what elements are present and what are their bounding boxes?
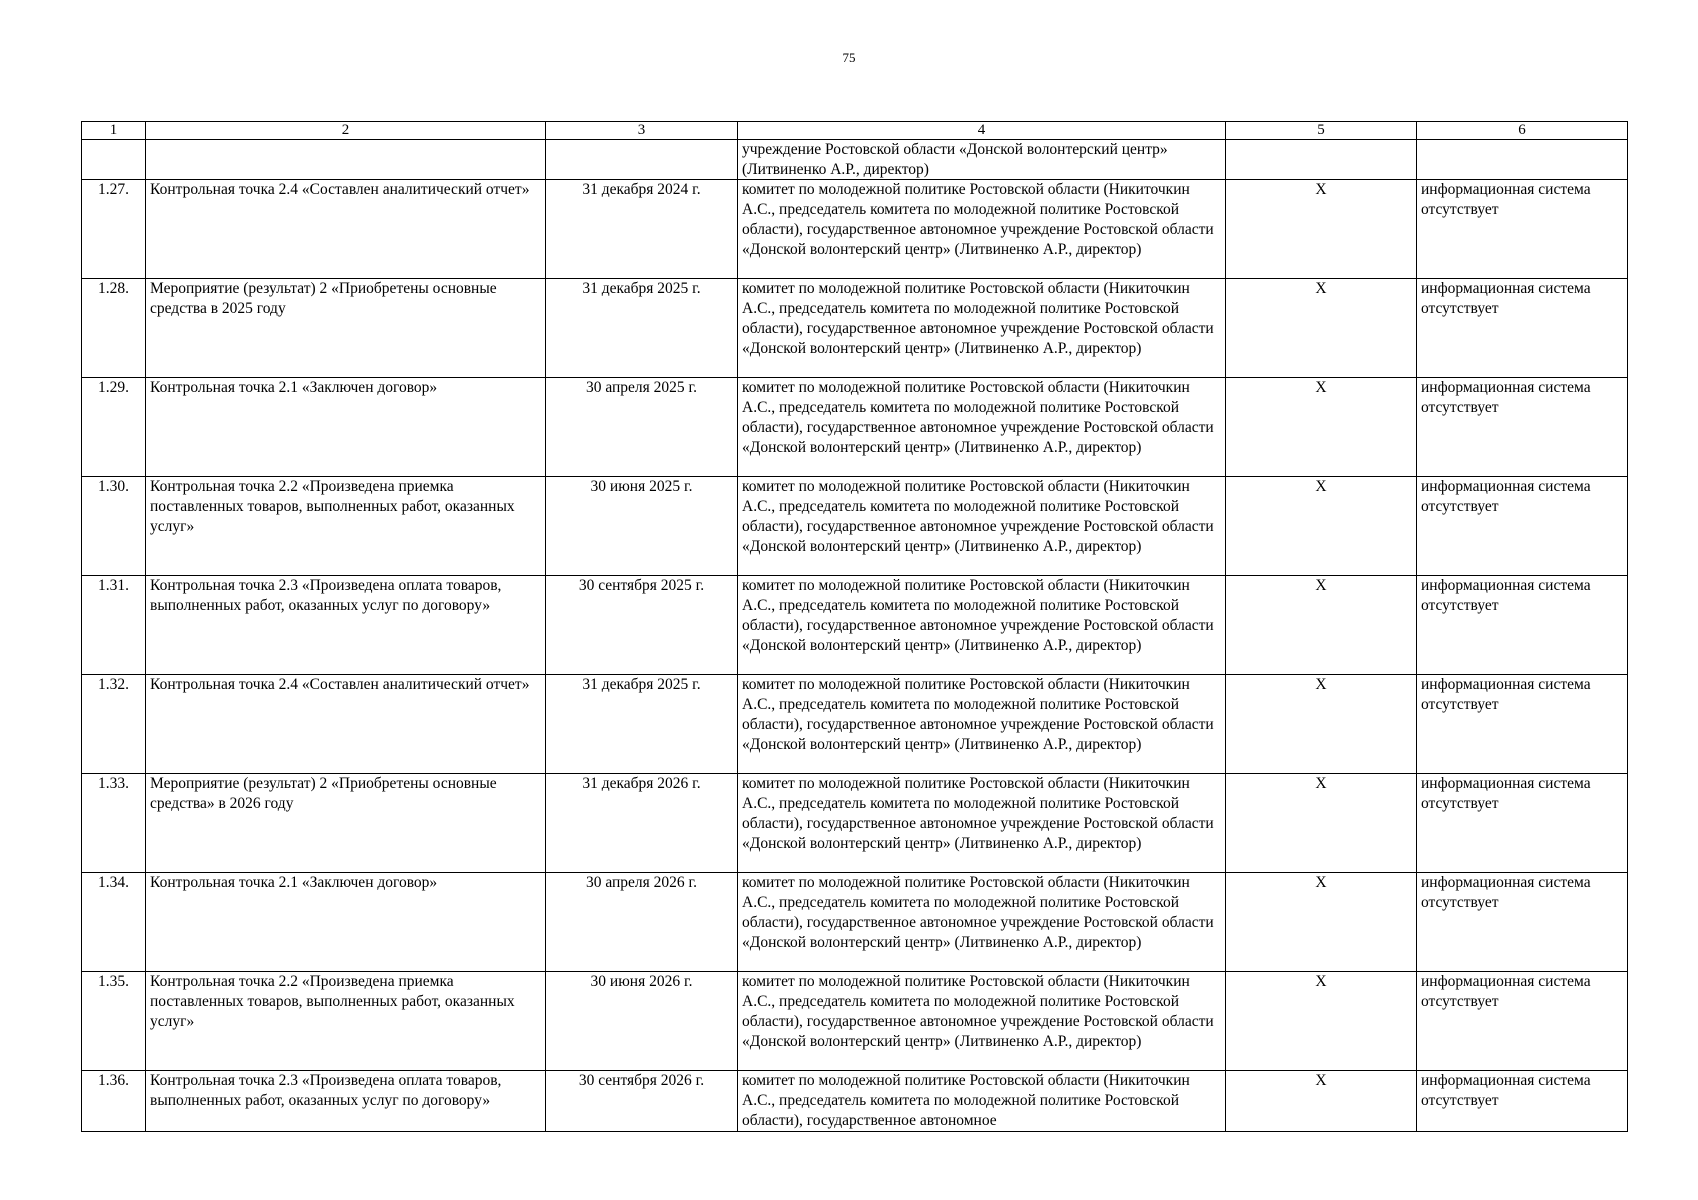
- row-name: Контрольная точка 2.4 «Составлен аналитический отчет»: [146, 675, 546, 774]
- header-col-5: 5: [1226, 122, 1417, 140]
- table-row: [82, 675, 1628, 774]
- row-system: информационная система отсутствует: [1417, 477, 1628, 576]
- row-responsible: комитет по молодежной политике Ростовской области (Никиточкин А.С., председатель комитета по молодежной политике Ростовской области), государственное автономное учреждение Ростовской области «Донской волонтерский центр» (Литвиненко А.Р., директор): [738, 477, 1226, 576]
- row-date: 30 апреля 2025 г.: [546, 378, 738, 477]
- row-responsible: комитет по молодежной политике Ростовской области (Никиточкин А.С., председатель комитета по молодежной политике Ростовской области), государственное автономное учреждение Ростовской области «Донской волонтерский центр» (Литвиненко А.Р., директор): [738, 279, 1226, 378]
- row-number: 1.28.: [82, 279, 146, 378]
- row-responsible: комитет по молодежной политике Ростовской области (Никиточкин А.С., председатель комитета по молодежной политике Ростовской области), государственное автономное: [738, 1071, 1226, 1131]
- row-date: 30 июня 2025 г.: [546, 477, 738, 576]
- plan-table: [81, 121, 1628, 1132]
- page-number: 75: [842, 50, 856, 65]
- continuation-date: [546, 140, 738, 180]
- row-date: 31 декабря 2025 г.: [546, 675, 738, 774]
- row-system: информационная система отсутствует: [1417, 378, 1628, 477]
- row-name: Мероприятие (результат) 2 «Приобретены основные средства в 2025 году: [146, 279, 546, 378]
- header-col-2: 2: [146, 122, 546, 140]
- row-date: 30 июня 2026 г.: [546, 972, 738, 1071]
- row-responsible: комитет по молодежной политике Ростовской области (Никиточкин А.С., председатель комитета по молодежной политике Ростовской области), государственное автономное учреждение Ростовской области «Донской волонтерский центр» (Литвиненко А.Р., директор): [738, 378, 1226, 477]
- table-row: [82, 477, 1628, 576]
- row-date: 30 апреля 2026 г.: [546, 873, 738, 972]
- row-name: Контрольная точка 2.2 «Произведена приемка поставленных товаров, выполненных работ, оказанных услуг»: [146, 477, 546, 576]
- row-mark: X: [1226, 180, 1417, 279]
- row-number: 1.36.: [82, 1071, 146, 1131]
- continuation-responsible: учреждение Ростовской области «Донской волонтерский центр» (Литвиненко А.Р., директор): [738, 140, 1226, 180]
- table-row: [82, 774, 1628, 873]
- row-number: 1.33.: [82, 774, 146, 873]
- row-name: Контрольная точка 2.3 «Произведена оплата товаров, выполненных работ, оказанных услуг по договору»: [146, 1071, 546, 1131]
- header-col-1: 1: [82, 122, 146, 140]
- table-row: [82, 378, 1628, 477]
- header-col-6: 6: [1417, 122, 1628, 140]
- row-responsible: комитет по молодежной политике Ростовской области (Никиточкин А.С., председатель комитета по молодежной политике Ростовской области), государственное автономное учреждение Ростовской области «Донской волонтерский центр» (Литвиненко А.Р., директор): [738, 873, 1226, 972]
- row-mark: X: [1226, 279, 1417, 378]
- row-system: информационная система отсутствует: [1417, 873, 1628, 972]
- row-mark: X: [1226, 774, 1417, 873]
- row-date: 30 сентября 2026 г.: [546, 1071, 738, 1131]
- row-name: Контрольная точка 2.2 «Произведена приемка поставленных товаров, выполненных работ, оказанных услуг»: [146, 972, 546, 1071]
- row-number: 1.29.: [82, 378, 146, 477]
- continuation-row: [82, 140, 1628, 180]
- row-responsible: комитет по молодежной политике Ростовской области (Никиточкин А.С., председатель комитета по молодежной политике Ростовской области), государственное автономное учреждение Ростовской области «Донской волонтерский центр» (Литвиненко А.Р., директор): [738, 972, 1226, 1071]
- row-mark: X: [1226, 873, 1417, 972]
- row-name: Контрольная точка 2.4 «Составлен аналитический отчет»: [146, 180, 546, 279]
- row-name: Контрольная точка 2.1 «Заключен договор»: [146, 378, 546, 477]
- table-row: [82, 576, 1628, 675]
- row-mark: X: [1226, 675, 1417, 774]
- row-system: информационная система отсутствует: [1417, 972, 1628, 1071]
- continuation-system: [1417, 140, 1628, 180]
- row-number: 1.32.: [82, 675, 146, 774]
- row-mark: X: [1226, 576, 1417, 675]
- header-col-3: 3: [546, 122, 738, 140]
- row-name: Мероприятие (результат) 2 «Приобретены основные средства» в 2026 году: [146, 774, 546, 873]
- table-row: [82, 1071, 1628, 1131]
- row-responsible: комитет по молодежной политике Ростовской области (Никиточкин А.С., председатель комитета по молодежной политике Ростовской области), государственное автономное учреждение Ростовской области «Донской волонтерский центр» (Литвиненко А.Р., директор): [738, 675, 1226, 774]
- row-system: информационная система отсутствует: [1417, 576, 1628, 675]
- row-system: информационная система отсутствует: [1417, 279, 1628, 378]
- table-row: [82, 972, 1628, 1071]
- row-date: 31 декабря 2024 г.: [546, 180, 738, 279]
- row-system: информационная система отсутствует: [1417, 675, 1628, 774]
- row-mark: X: [1226, 477, 1417, 576]
- table-row: [82, 180, 1628, 279]
- continuation-name: [146, 140, 546, 180]
- row-responsible: комитет по молодежной политике Ростовской области (Никиточкин А.С., председатель комитета по молодежной политике Ростовской области), государственное автономное учреждение Ростовской области «Донской волонтерский центр» (Литвиненко А.Р., директор): [738, 180, 1226, 279]
- row-mark: X: [1226, 378, 1417, 477]
- row-number: 1.35.: [82, 972, 146, 1071]
- row-responsible: комитет по молодежной политике Ростовской области (Никиточкин А.С., председатель комитета по молодежной политике Ростовской области), государственное автономное учреждение Ростовской области «Донской волонтерский центр» (Литвиненко А.Р., директор): [738, 576, 1226, 675]
- header-col-4: 4: [738, 122, 1226, 140]
- row-system: информационная система отсутствует: [1417, 180, 1628, 279]
- row-system: информационная система отсутствует: [1417, 774, 1628, 873]
- row-number: 1.31.: [82, 576, 146, 675]
- row-date: 31 декабря 2025 г.: [546, 279, 738, 378]
- row-mark: X: [1226, 972, 1417, 1071]
- row-number: 1.30.: [82, 477, 146, 576]
- row-responsible: комитет по молодежной политике Ростовской области (Никиточкин А.С., председатель комитета по молодежной политике Ростовской области), государственное автономное учреждение Ростовской области «Донской волонтерский центр» (Литвиненко А.Р., директор): [738, 774, 1226, 873]
- row-number: 1.27.: [82, 180, 146, 279]
- row-number: 1.34.: [82, 873, 146, 972]
- table-row: [82, 873, 1628, 972]
- table-row: [82, 279, 1628, 378]
- row-date: 31 декабря 2026 г.: [546, 774, 738, 873]
- header-row: [82, 122, 1628, 140]
- row-system: информационная система отсутствует: [1417, 1071, 1628, 1131]
- row-name: Контрольная точка 2.3 «Произведена оплата товаров, выполненных работ, оказанных услуг по договору»: [146, 576, 546, 675]
- continuation-num: [82, 140, 146, 180]
- row-name: Контрольная точка 2.1 «Заключен договор»: [146, 873, 546, 972]
- row-date: 30 сентября 2025 г.: [546, 576, 738, 675]
- row-mark: X: [1226, 1071, 1417, 1131]
- continuation-mark: [1226, 140, 1417, 180]
